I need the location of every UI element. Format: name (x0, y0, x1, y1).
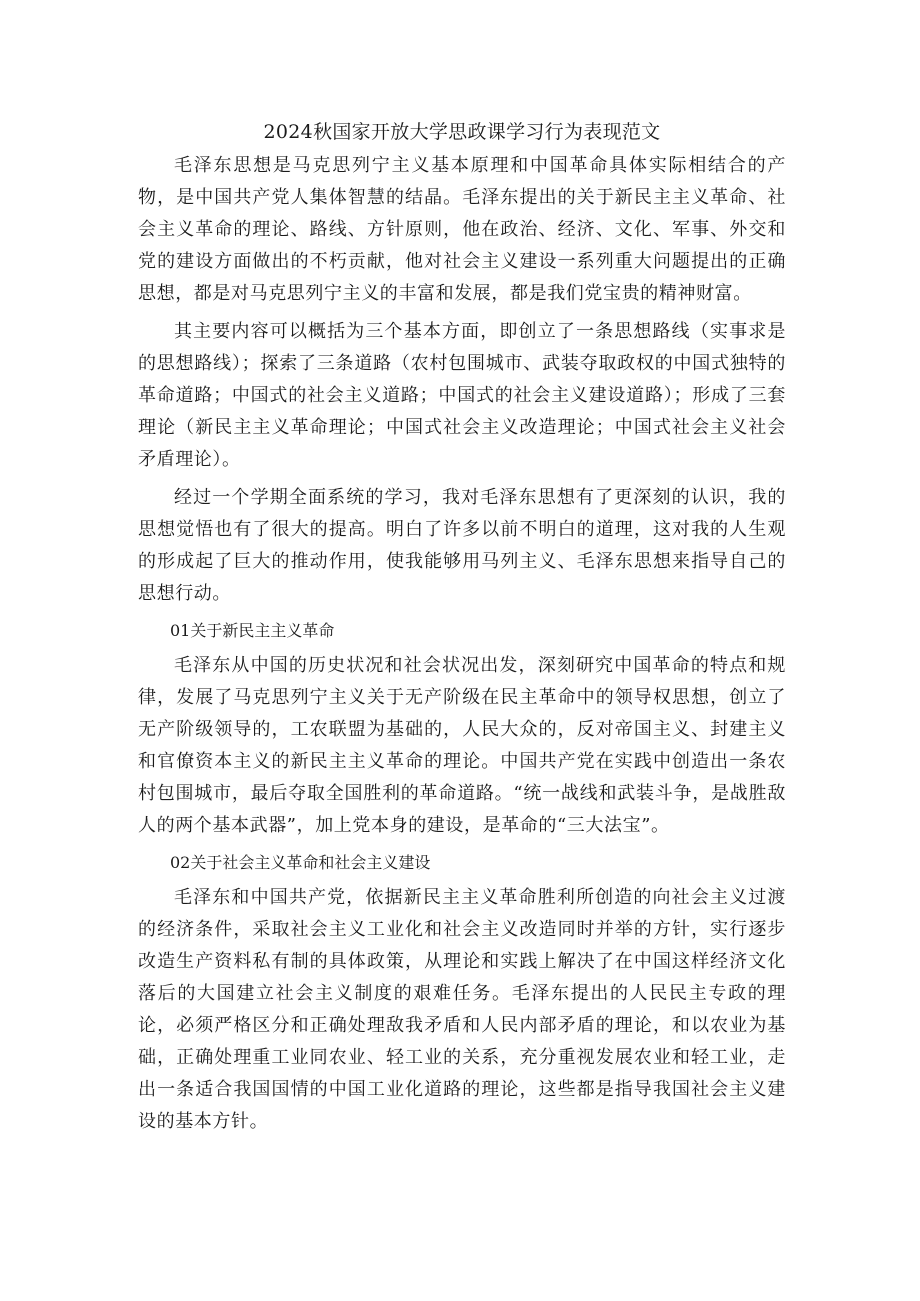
section-heading-new-democratic-revolution: 01关于新民主主义革命 (170, 621, 335, 640)
intro-paragraph-1: 毛泽东思想是马克思列宁主义基本原理和中国革命具体实际相结合的产物，是中国共产党人集体智慧的结晶。毛泽东提出的关于新民主主义革命、社会主义革命的理论、路线、方针原则，他在政治、经济、文化、军事、外交和党的建设方面做出的不朽贡献，他对社会主义建设一系列重大问题提出的正确思想，都是对马克思列宁主义的丰富和发展，都是我们党宝贵的精神财富。 (138, 155, 786, 304)
intro-paragraph-2: 其主要内容可以概括为三个基本方面，即创立了一条思想路线（实事求是的思想路线）；探索了三条道路（农村包围城市、武装夺取政权的中国式独特的革命道路；中国式的社会主义道路；中国式的社会主义建设道路）；形成了三套理论（新民主主义革命理论；中国式社会主义改造理论；中国式社会主义社会矛盾理论）。 (138, 321, 786, 470)
section-paragraph-socialist-revolution-and-construction: 毛泽东和中国共产党，依据新民主主义革命胜利所创造的向社会主义过渡的经济条件，采取社会主义工业化和社会主义改造同时并举的方针，实行逐步改造生产资料私有制的具体政策，从理论和实践上解决了在中国这样经济文化落后的大国建立社会主义制度的艰难任务。毛泽东提出的人民民主专政的理论，必须严格区分和正确处理敌我矛盾和人民内部矛盾的理论，和以农业为基础，正确处理重工业同农业、轻工业的关系，充分重视发展农业和轻工业，走出一条适合我国国情的中国工业化道路的理论，这些都是指导我国社会主义建设的基本方针。 (138, 887, 786, 1132)
page-title: 2024秋国家开放大学思政课学习行为表现范文 (263, 121, 661, 143)
intro-paragraph-3: 经过一个学期全面系统的学习，我对毛泽东思想有了更深刻的认识，我的思想觉悟也有了很大的提高。明白了许多以前不明白的道理，这对我的人生观的形成起了巨大的推动作用，使我能够用马列主义、毛泽东思想来指导自己的思想行动。 (138, 487, 786, 604)
document-body (138, 118, 786, 1144)
section-heading-socialist-revolution-and-construction: 02关于社会主义革命和社会主义建设 (170, 853, 431, 872)
section-paragraph-new-democratic-revolution: 毛泽东从中国的历史状况和社会状况出发，深刻研究中国革命的特点和规律，发展了马克思列宁主义关于无产阶级在民主革命中的领导权思想，创立了无产阶级领导的，工农联盟为基础的，人民大众的，反对帝国主义、封建主义和官僚资本主义的新民主主义革命的理论。中国共产党在实践中创造出一条农村包围城市，最后夺取全国胜利的革命道路。“统一战线和武装斗争，是战胜敌人的两个基本武器”，加上党本身的建设，是革命的“三大法宝”。 (138, 655, 786, 836)
